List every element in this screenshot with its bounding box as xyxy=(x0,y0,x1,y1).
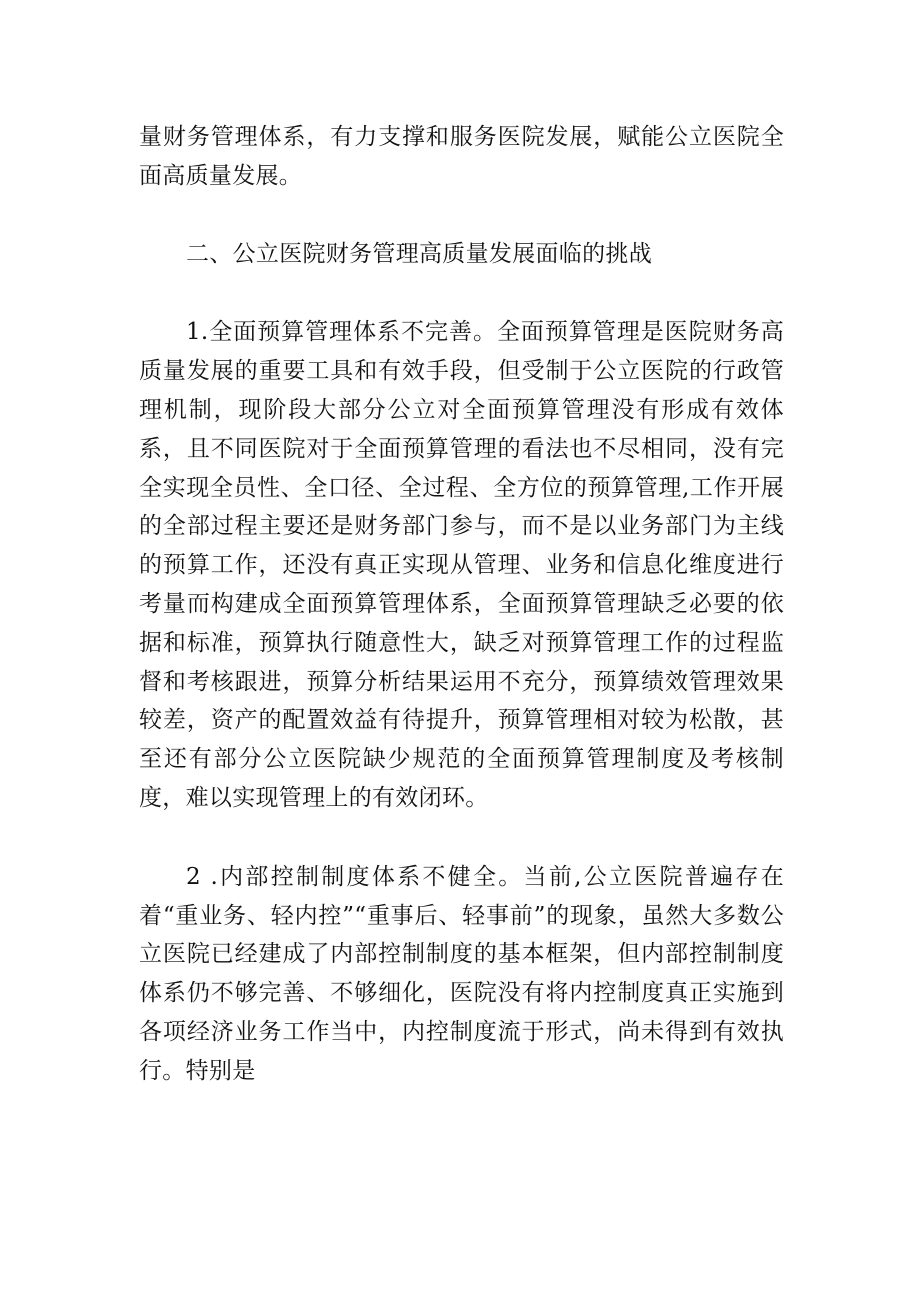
paragraph-1: 1.全面预算管理体系不完善。全面预算管理是医院财务高质量发展的重要工具和有效手段，但受制于公立医院的行政管理机制，现阶段大部分公立对全面预算管理没有形成有效体系，且不同医院对于全面预算管理的看法也不尽相同，没有完全实现全员性、全口径、全过程、全方位的预算管理,工作开展的全部过程主要还是财务部门参与，而不是以业务部门为主线的预算工作，还没有真正实现从管理、业务和信息化维度进行考量而构建成全面预算管理体系，全面预算管理缺乏必要的依据和标准，预算执行随意性大，缺乏对预算管理工作的过程监督和考核跟进，预算分析结果运用不充分，预算绩效管理效果较差，资产的配置效益有待提升，预算管理相对较为松散，甚至还有部分公立医院缺少规范的全面预算管理制度及考核制度，难以实现管理上的有效闭环。 xyxy=(139,319,784,811)
document-body xyxy=(139,118,784,1091)
section-heading: 二、公立医院财务管理高质量发展面临的挑战 xyxy=(186,240,652,267)
intro-paragraph: 量财务管理体系，有力支撑和服务医院发展，赋能公立医院全面高质量发展。 xyxy=(139,124,784,189)
paragraph-2: 2 .内部控制制度体系不健全。当前,公立医院普遍存在着“重业务、轻内控”“重事后、轻事前”的现象，虽然大多数公立医院已经建成了内部控制制度的基本框架，但内部控制制度体系仍不够完善、不够细化，医院没有将内控制度真正实施到各项经济业务工作当中，内控制度流于形式，尚未得到有效执行。特别是 xyxy=(139,863,784,1084)
